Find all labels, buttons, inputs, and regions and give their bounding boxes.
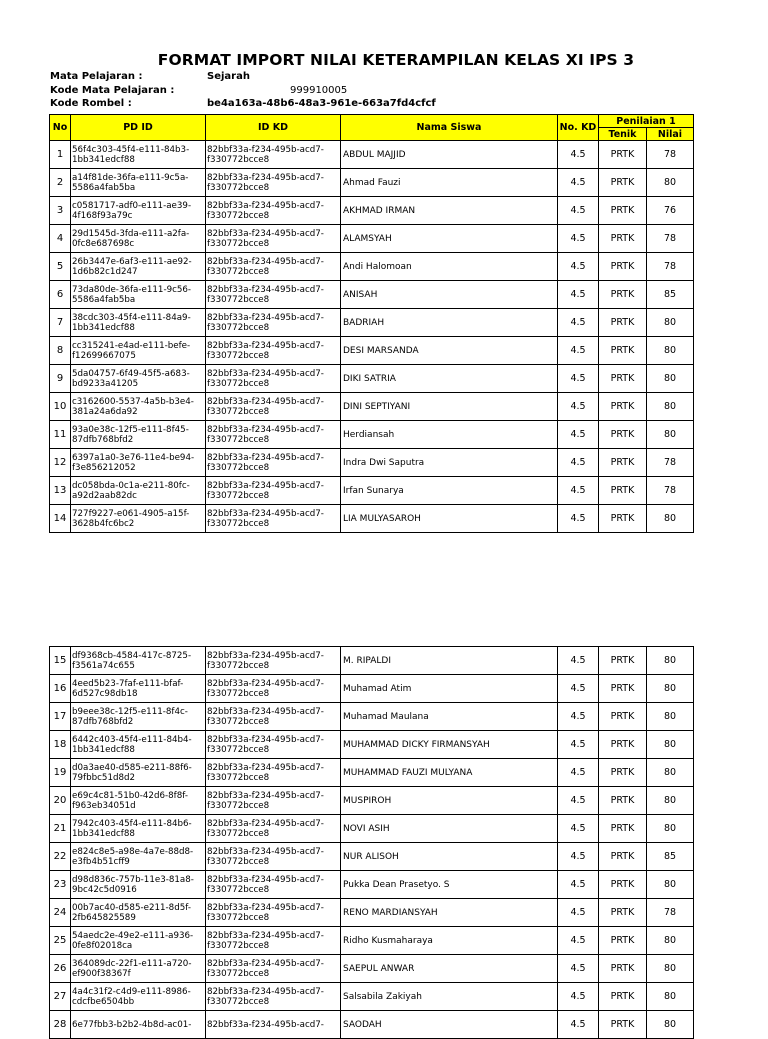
table-row	[50, 393, 694, 421]
technique-cell: PRTK	[599, 365, 647, 393]
table-row	[50, 759, 694, 787]
row-number: 2	[50, 169, 71, 197]
row-number: 17	[50, 703, 71, 731]
student-name-cell: MUHAMMAD DICKY FIRMANSYAH	[341, 731, 558, 759]
kd-number-cell: 4.5	[558, 421, 599, 449]
kd-number-cell: 4.5	[558, 337, 599, 365]
row-number: 8	[50, 337, 71, 365]
row-number: 16	[50, 675, 71, 703]
technique-cell: PRTK	[599, 647, 647, 675]
score-cell: 78	[647, 225, 694, 253]
score-cell: 85	[647, 843, 694, 871]
kd-number-cell: 4.5	[558, 477, 599, 505]
id-kd-cell: 82bbf33a-f234-495b-acd7- f330772bcce8	[206, 337, 341, 365]
pd-id-cell: 26b3447e-6af3-e111-ae92- 1d6b82c1d247	[71, 253, 206, 281]
id-kd-cell: 82bbf33a-f234-495b-acd7- f330772bcce8	[206, 505, 341, 533]
score-cell: 80	[647, 675, 694, 703]
score-cell: 80	[647, 815, 694, 843]
score-cell: 80	[647, 169, 694, 197]
student-name-cell: Ahmad Fauzi	[341, 169, 558, 197]
row-number: 14	[50, 505, 71, 533]
kd-number-cell: 4.5	[558, 759, 599, 787]
row-number: 5	[50, 253, 71, 281]
student-name-cell: Muhamad Maulana	[341, 703, 558, 731]
id-kd-cell: 82bbf33a-f234-495b-acd7- f330772bcce8	[206, 955, 341, 983]
technique-cell: PRTK	[599, 449, 647, 477]
header-teknik: Tenik	[599, 128, 647, 141]
id-kd-cell: 82bbf33a-f234-495b-acd7- f330772bcce8	[206, 477, 341, 505]
technique-cell: PRTK	[599, 703, 647, 731]
kd-number-cell: 4.5	[558, 899, 599, 927]
id-kd-cell: 82bbf33a-f234-495b-acd7- f330772bcce8	[206, 675, 341, 703]
score-cell: 80	[647, 647, 694, 675]
pd-id-cell: c3162600-5537-4a5b-b3e4- 381a24a6da92	[71, 393, 206, 421]
table-row	[50, 141, 694, 169]
id-kd-cell: 82bbf33a-f234-495b-acd7- f330772bcce8	[206, 871, 341, 899]
table-row	[50, 955, 694, 983]
score-cell: 80	[647, 759, 694, 787]
pd-id-cell: 364089dc-22f1-e111-a720- ef900f38367f	[71, 955, 206, 983]
kd-number-cell: 4.5	[558, 309, 599, 337]
score-cell: 78	[647, 899, 694, 927]
row-number: 20	[50, 787, 71, 815]
header-no: No	[50, 115, 71, 141]
rombel-value: be4a163a-48b6-48a3-961e-663a7fd4cfcf	[207, 98, 436, 109]
pd-id-cell: 4a4c31f2-c4d9-e111-8986- cdcfbe6504bb	[71, 983, 206, 1011]
pd-id-cell: df9368cb-4584-417c-8725- f3561a74c655	[71, 647, 206, 675]
table-row	[50, 703, 694, 731]
row-number: 4	[50, 225, 71, 253]
table-row	[50, 843, 694, 871]
student-name-cell: Salsabila Zakiyah	[341, 983, 558, 1011]
id-kd-cell: 82bbf33a-f234-495b-acd7- f330772bcce8	[206, 815, 341, 843]
technique-cell: PRTK	[599, 955, 647, 983]
pd-id-cell: 6e77fbb3-b2b2-4b8d-ac01-	[71, 1011, 206, 1039]
pd-id-cell: 00b7ac40-d585-e211-8d5f- 2fb645825589	[71, 899, 206, 927]
table-row	[50, 983, 694, 1011]
rombel-label: Kode Rombel :	[50, 98, 132, 109]
technique-cell: PRTK	[599, 141, 647, 169]
kd-number-cell: 4.5	[558, 647, 599, 675]
table-row	[50, 647, 694, 675]
row-number: 7	[50, 309, 71, 337]
technique-cell: PRTK	[599, 253, 647, 281]
technique-cell: PRTK	[599, 281, 647, 309]
row-number: 10	[50, 393, 71, 421]
score-cell: 78	[647, 449, 694, 477]
kd-number-cell: 4.5	[558, 197, 599, 225]
student-name-cell: Pukka Dean Prasetyo. S	[341, 871, 558, 899]
row-number: 1	[50, 141, 71, 169]
score-cell: 80	[647, 1011, 694, 1039]
header-penilaian: Penilaian 1	[599, 115, 694, 128]
id-kd-cell: 82bbf33a-f234-495b-acd7- f330772bcce8	[206, 899, 341, 927]
id-kd-cell: 82bbf33a-f234-495b-acd7- f330772bcce8	[206, 787, 341, 815]
id-kd-cell: 82bbf33a-f234-495b-acd7- f330772bcce8	[206, 983, 341, 1011]
technique-cell: PRTK	[599, 169, 647, 197]
technique-cell: PRTK	[599, 337, 647, 365]
score-cell: 80	[647, 871, 694, 899]
row-number: 26	[50, 955, 71, 983]
kd-number-cell: 4.5	[558, 393, 599, 421]
student-name-cell: SAODAH	[341, 1011, 558, 1039]
pd-id-cell: 93a0e38c-12f5-e111-8f45- 87dfb768bfd2	[71, 421, 206, 449]
student-name-cell: MUHAMMAD FAUZI MULYANA	[341, 759, 558, 787]
technique-cell: PRTK	[599, 675, 647, 703]
student-name-cell: Indra Dwi Saputra	[341, 449, 558, 477]
student-name-cell: ABDUL MAJJID	[341, 141, 558, 169]
technique-cell: PRTK	[599, 225, 647, 253]
score-cell: 80	[647, 927, 694, 955]
score-cell: 85	[647, 281, 694, 309]
id-kd-cell: 82bbf33a-f234-495b-acd7- f330772bcce8	[206, 197, 341, 225]
score-cell: 80	[647, 983, 694, 1011]
technique-cell: PRTK	[599, 1011, 647, 1039]
score-cell: 80	[647, 393, 694, 421]
table-row	[50, 1011, 694, 1039]
score-cell: 80	[647, 731, 694, 759]
student-name-cell: Herdiansah	[341, 421, 558, 449]
row-number: 21	[50, 815, 71, 843]
pd-id-cell: b9eee38c-12f5-e111-8f4c- 87dfb768bfd2	[71, 703, 206, 731]
student-name-cell: NUR ALISOH	[341, 843, 558, 871]
pd-id-cell: 7942c403-45f4-e111-84b6- 1bb341edcf88	[71, 815, 206, 843]
kd-number-cell: 4.5	[558, 281, 599, 309]
technique-cell: PRTK	[599, 983, 647, 1011]
student-name-cell: BADRIAH	[341, 309, 558, 337]
technique-cell: PRTK	[599, 731, 647, 759]
row-number: 3	[50, 197, 71, 225]
row-number: 12	[50, 449, 71, 477]
subject-code-value: 999910005	[290, 85, 348, 96]
student-name-cell: DESI MARSANDA	[341, 337, 558, 365]
kd-number-cell: 4.5	[558, 983, 599, 1011]
kd-number-cell: 4.5	[558, 787, 599, 815]
pd-id-cell: a14f81de-36fa-e111-9c5a- 5586a4fab5ba	[71, 169, 206, 197]
score-cell: 80	[647, 309, 694, 337]
technique-cell: PRTK	[599, 421, 647, 449]
technique-cell: PRTK	[599, 309, 647, 337]
score-cell: 80	[647, 505, 694, 533]
technique-cell: PRTK	[599, 197, 647, 225]
student-name-cell: RENO MARDIANSYAH	[341, 899, 558, 927]
score-cell: 78	[647, 253, 694, 281]
id-kd-cell: 82bbf33a-f234-495b-acd7- f330772bcce8	[206, 731, 341, 759]
score-cell: 80	[647, 337, 694, 365]
student-name-cell: M. RIPALDI	[341, 647, 558, 675]
table-row	[50, 337, 694, 365]
pd-id-cell: 727f9227-e061-4905-a15f- 3628b4fc6bc2	[71, 505, 206, 533]
technique-cell: PRTK	[599, 393, 647, 421]
pd-id-cell: 54aedc2e-49e2-e111-a936- 0fe8f02018ca	[71, 927, 206, 955]
pd-id-cell: 38cdc303-45f4-e111-84a9- 1bb341edcf88	[71, 309, 206, 337]
header-no-kd: No. KD	[558, 115, 599, 141]
id-kd-cell: 82bbf33a-f234-495b-acd7- f330772bcce8	[206, 421, 341, 449]
score-cell: 80	[647, 955, 694, 983]
pd-id-cell: c0581717-adf0-e111-ae39- 4f168f93a79c	[71, 197, 206, 225]
row-number: 22	[50, 843, 71, 871]
pd-id-cell: 4eed5b23-7faf-e111-bfaf- 6d527c98db18	[71, 675, 206, 703]
id-kd-cell: 82bbf33a-f234-495b-acd7- f330772bcce8	[206, 281, 341, 309]
table-row	[50, 449, 694, 477]
pd-id-cell: dc058bda-0c1a-e211-80fc- a92d2aab82dc	[71, 477, 206, 505]
table-row	[50, 309, 694, 337]
kd-number-cell: 4.5	[558, 449, 599, 477]
id-kd-cell: 82bbf33a-f234-495b-acd7- f330772bcce8	[206, 927, 341, 955]
technique-cell: PRTK	[599, 899, 647, 927]
student-name-cell: Irfan Sunarya	[341, 477, 558, 505]
row-number: 28	[50, 1011, 71, 1039]
row-number: 9	[50, 365, 71, 393]
table-row	[50, 169, 694, 197]
kd-number-cell: 4.5	[558, 731, 599, 759]
table-row	[50, 505, 694, 533]
technique-cell: PRTK	[599, 505, 647, 533]
id-kd-cell: 82bbf33a-f234-495b-acd7- f330772bcce8	[206, 703, 341, 731]
id-kd-cell: 82bbf33a-f234-495b-acd7- f330772bcce8	[206, 843, 341, 871]
score-cell: 78	[647, 477, 694, 505]
pd-id-cell: e824c8e5-a98e-4a7e-88d8- e3fb4b51cff9	[71, 843, 206, 871]
table-row	[50, 675, 694, 703]
technique-cell: PRTK	[599, 787, 647, 815]
kd-number-cell: 4.5	[558, 365, 599, 393]
student-name-cell: NOVI ASIH	[341, 815, 558, 843]
pd-id-cell: 6442c403-45f4-e111-84b4- 1bb341edcf88	[71, 731, 206, 759]
row-number: 18	[50, 731, 71, 759]
id-kd-cell: 82bbf33a-f234-495b-acd7-	[206, 1011, 341, 1039]
row-number: 11	[50, 421, 71, 449]
table-row	[50, 281, 694, 309]
table-row	[50, 899, 694, 927]
score-cell: 80	[647, 421, 694, 449]
student-name-cell: DINI SEPTIYANI	[341, 393, 558, 421]
student-name-cell: MUSPIROH	[341, 787, 558, 815]
id-kd-cell: 82bbf33a-f234-495b-acd7- f330772bcce8	[206, 225, 341, 253]
student-name-cell: Andi Halomoan	[341, 253, 558, 281]
score-cell: 80	[647, 703, 694, 731]
id-kd-cell: 82bbf33a-f234-495b-acd7- f330772bcce8	[206, 449, 341, 477]
grades-table-page-1	[49, 114, 694, 533]
table-row	[50, 477, 694, 505]
pd-id-cell: d98d836c-757b-11e3-81a8- 9bc42c5d0916	[71, 871, 206, 899]
header-id-kd: ID KD	[206, 115, 341, 141]
id-kd-cell: 82bbf33a-f234-495b-acd7- f330772bcce8	[206, 169, 341, 197]
row-number: 13	[50, 477, 71, 505]
kd-number-cell: 4.5	[558, 843, 599, 871]
id-kd-cell: 82bbf33a-f234-495b-acd7- f330772bcce8	[206, 365, 341, 393]
row-number: 23	[50, 871, 71, 899]
table-row	[50, 225, 694, 253]
header-nilai: Nilai	[647, 128, 694, 141]
student-name-cell: SAEPUL ANWAR	[341, 955, 558, 983]
technique-cell: PRTK	[599, 843, 647, 871]
pd-id-cell: d0a3ae40-d585-e211-88f6- 79fbbc51d8d2	[71, 759, 206, 787]
kd-number-cell: 4.5	[558, 703, 599, 731]
table-row	[50, 197, 694, 225]
row-number: 27	[50, 983, 71, 1011]
score-cell: 80	[647, 365, 694, 393]
student-name-cell: ANISAH	[341, 281, 558, 309]
table-row	[50, 815, 694, 843]
student-name-cell: AKHMAD IRMAN	[341, 197, 558, 225]
id-kd-cell: 82bbf33a-f234-495b-acd7- f330772bcce8	[206, 253, 341, 281]
subject-value: Sejarah	[207, 71, 250, 82]
id-kd-cell: 82bbf33a-f234-495b-acd7- f330772bcce8	[206, 141, 341, 169]
student-name-cell: ALAMSYAH	[341, 225, 558, 253]
row-number: 24	[50, 899, 71, 927]
pd-id-cell: 56f4c303-45f4-e111-84b3- 1bb341edcf88	[71, 141, 206, 169]
kd-number-cell: 4.5	[558, 253, 599, 281]
kd-number-cell: 4.5	[558, 927, 599, 955]
table-row	[50, 927, 694, 955]
kd-number-cell: 4.5	[558, 955, 599, 983]
table-row	[50, 365, 694, 393]
pd-id-cell: cc315241-e4ad-e111-befe- f12699667075	[71, 337, 206, 365]
student-name-cell: Ridho Kusmaharaya	[341, 927, 558, 955]
header-pd-id: PD ID	[71, 115, 206, 141]
id-kd-cell: 82bbf33a-f234-495b-acd7- f330772bcce8	[206, 759, 341, 787]
row-number: 6	[50, 281, 71, 309]
table-row	[50, 253, 694, 281]
table-row	[50, 731, 694, 759]
id-kd-cell: 82bbf33a-f234-495b-acd7- f330772bcce8	[206, 647, 341, 675]
technique-cell: PRTK	[599, 815, 647, 843]
technique-cell: PRTK	[599, 759, 647, 787]
table-row	[50, 871, 694, 899]
pd-id-cell: 6397a1a0-3e76-11e4-be94- f3e856212052	[71, 449, 206, 477]
row-number: 15	[50, 647, 71, 675]
score-cell: 80	[647, 787, 694, 815]
table-row	[50, 421, 694, 449]
row-number: 19	[50, 759, 71, 787]
subject-label: Mata Pelajaran :	[50, 71, 143, 82]
kd-number-cell: 4.5	[558, 675, 599, 703]
pd-id-cell: 29d1545d-3fda-e111-a2fa- 0fc8e687698c	[71, 225, 206, 253]
score-cell: 76	[647, 197, 694, 225]
technique-cell: PRTK	[599, 477, 647, 505]
page-title: FORMAT IMPORT NILAI KETERAMPILAN KELAS XI IPS 3	[157, 51, 635, 69]
kd-number-cell: 4.5	[558, 871, 599, 899]
pd-id-cell: e69c4c81-51b0-42d6-8f8f- f963eb34051d	[71, 787, 206, 815]
kd-number-cell: 4.5	[558, 505, 599, 533]
technique-cell: PRTK	[599, 871, 647, 899]
pd-id-cell: 5da04757-6f49-45f5-a683- bd9233a41205	[71, 365, 206, 393]
id-kd-cell: 82bbf33a-f234-495b-acd7- f330772bcce8	[206, 309, 341, 337]
kd-number-cell: 4.5	[558, 169, 599, 197]
student-name-cell: LIA MULYASAROH	[341, 505, 558, 533]
pd-id-cell: 73da80de-36fa-e111-9c56- 5586a4fab5ba	[71, 281, 206, 309]
id-kd-cell: 82bbf33a-f234-495b-acd7- f330772bcce8	[206, 393, 341, 421]
row-number: 25	[50, 927, 71, 955]
student-name-cell: Muhamad Atim	[341, 675, 558, 703]
kd-number-cell: 4.5	[558, 141, 599, 169]
score-cell: 78	[647, 141, 694, 169]
table-row	[50, 787, 694, 815]
grades-table-page-2	[49, 646, 694, 1039]
technique-cell: PRTK	[599, 927, 647, 955]
kd-number-cell: 4.5	[558, 225, 599, 253]
header-nama-siswa: Nama Siswa	[341, 115, 558, 141]
kd-number-cell: 4.5	[558, 815, 599, 843]
kd-number-cell: 4.5	[558, 1011, 599, 1039]
student-name-cell: DIKI SATRIA	[341, 365, 558, 393]
subject-code-label: Kode Mata Pelajaran :	[50, 85, 175, 96]
